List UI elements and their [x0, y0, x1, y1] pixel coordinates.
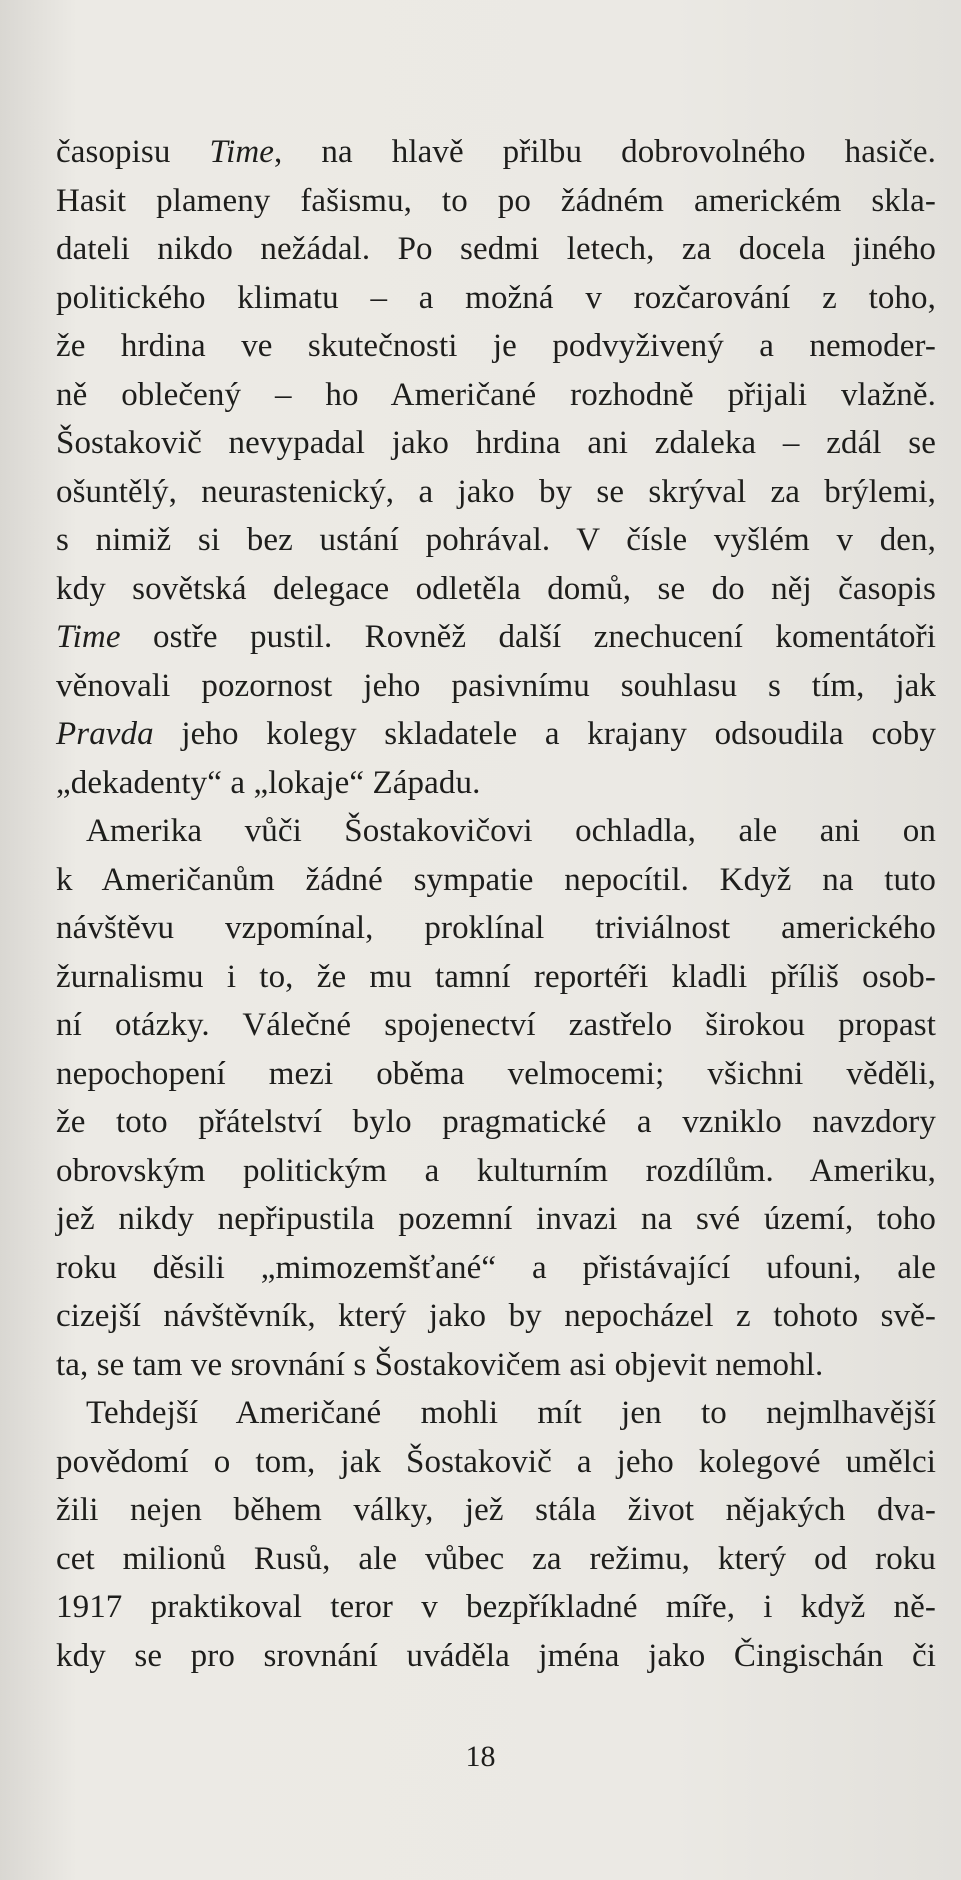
- text-line: jež nikdy nepřipustila pozemní invazi na své území, toho: [56, 1201, 936, 1237]
- text-line: časopisu Time, na hlavě přilbu dobrovolného hasiče.: [56, 134, 936, 170]
- text-line: že toto přátelství bylo pragmatické a vzniklo navzdory: [56, 1104, 936, 1140]
- text-line: Hasit plameny fašismu, to po žádném americkém skla-: [56, 182, 936, 219]
- text-line: že hrdina ve skutečnosti je podvyživený a nemoder-: [56, 328, 936, 364]
- text-line: Pravda jeho kolegy skladatele a krajany odsoudila coby: [56, 716, 936, 752]
- page-number: 18: [465, 1740, 496, 1773]
- text-line: Šostakovič nevypadal jako hrdina ani zdaleka – zdál se: [56, 425, 936, 461]
- text-line: obrovským politickým a kulturním rozdílům. Ameriku,: [56, 1152, 936, 1189]
- text-line: věnovali pozornost jeho pasivnímu souhlasu s tím, jak: [56, 667, 936, 704]
- text-line: roku děsili „mimozemšťané“ a přistávající ufouni, ale: [56, 1249, 936, 1286]
- text-line: ošuntělý, neurastenický, a jako by se skrýval za brýlemi,: [56, 473, 936, 510]
- text-line: kdy se pro srovnání uváděla jména jako Čingischán či: [56, 1637, 936, 1674]
- text-line: 1917 praktikoval teror v bezpříkladné míře, i když ně-: [56, 1589, 936, 1625]
- body-text: [56, 128, 936, 1680]
- text-line: Time ostře pustil. Rovněž další znechucení komentátoři: [56, 619, 936, 655]
- text-line: cizejší návštěvník, který jako by nepocházel z tohoto svě-: [56, 1298, 936, 1334]
- text-line: návštěvu vzpomínal, proklínal triviálnost amerického: [56, 910, 936, 946]
- text-line: kdy sovětská delegace odletěla domů, se do něj časopis: [56, 570, 936, 607]
- text-line: s nimiž si bez ustání pohrával. V čísle vyšlém v den,: [56, 522, 936, 558]
- text-line: ta, se tam ve srovnání s Šostakovičem asi objevit nemohl.: [56, 1346, 824, 1383]
- text-line: dateli nikdo nežádal. Po sedmi letech, za docela jiného: [56, 231, 936, 267]
- text-line: žurnalismu i to, že mu tamní reportéři kladli příliš osob-: [56, 958, 936, 995]
- text-line: cet milionů Rusů, ale vůbec za režimu, který od roku: [56, 1540, 936, 1577]
- text-line: k Američanům žádné sympatie nepocítil. Když na tuto: [56, 861, 936, 898]
- text-line: ní otázky. Válečné spojenectví zastřelo širokou propast: [56, 1007, 936, 1043]
- text-line: Amerika vůči Šostakovičovi ochladla, ale ani on: [86, 813, 936, 849]
- text-line: „dekadenty“ a „lokaje“ Západu.: [56, 764, 481, 801]
- text-line: politického klimatu – a možná v rozčarování z toho,: [56, 279, 936, 316]
- text-line: ně oblečený – ho Američané rozhodně přijali vlažně.: [56, 376, 936, 413]
- text-line: povědomí o tom, jak Šostakovič a jeho kolegové umělci: [56, 1443, 936, 1480]
- text-line: žili nejen během války, jež stála život nějakých dva-: [56, 1492, 936, 1528]
- text-line: Tehdejší Američané mohli mít jen to nejmlhavější: [86, 1395, 936, 1431]
- text-line: nepochopení mezi oběma velmocemi; všichni věděli,: [56, 1055, 936, 1092]
